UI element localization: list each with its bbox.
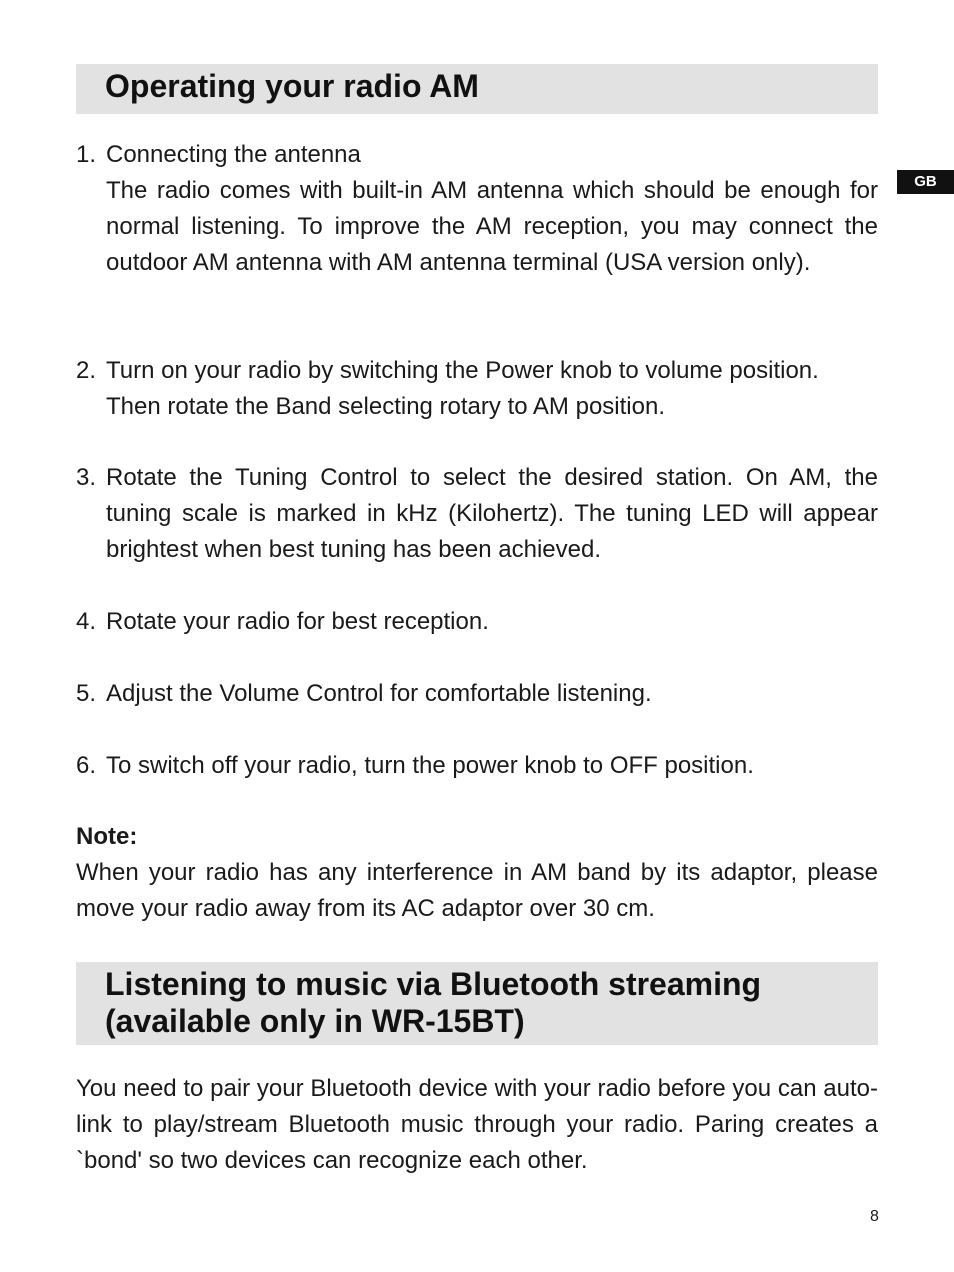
- list-item-text: To switch off your radio, turn the power knob to OFF position.: [106, 752, 754, 779]
- page-number: 8: [870, 1208, 879, 1225]
- list-item-6: [76, 748, 878, 784]
- list-item-text: The radio comes with built-in AM antenna which should be enough for normal listening. To improve the AM reception, you may connect the outdoor AM antenna with AM antenna terminal (USA version only).: [106, 177, 878, 276]
- list-item-1: [76, 137, 878, 281]
- list-item-text: Turn on your radio by switching the Power knob to volume position. Then rotate the Band selecting rotary to AM position.: [106, 357, 819, 420]
- section-title-line-2: (available only in WR-15BT): [105, 1003, 525, 1039]
- section-header-am: [76, 64, 878, 114]
- list-item-number: 4.: [76, 608, 97, 635]
- language-tab-gb: GB: [897, 170, 954, 194]
- list-item-text: Rotate your radio for best reception.: [106, 608, 489, 635]
- note-title: Note:: [76, 823, 138, 850]
- list-item-number: 2.: [76, 357, 97, 384]
- note-text: When your radio has any interference in AM band by its adaptor, please move your radio away from its AC adaptor over 30 cm.: [76, 859, 878, 922]
- list-item-5: [76, 676, 878, 712]
- list-item-4: [76, 604, 878, 640]
- list-item-text: Rotate the Tuning Control to select the desired station. On AM, the tuning scale is marked in kHz (Kilohertz). The tuning LED will appear brightest when best tuning has been achieved.: [106, 464, 878, 563]
- section-title-line-1: Listening to music via Bluetooth streaming: [105, 966, 762, 1002]
- list-item-number: 5.: [76, 680, 97, 707]
- list-item-2: [76, 353, 878, 425]
- section-header-bluetooth: [76, 962, 878, 1045]
- note-block: [76, 819, 878, 927]
- list-item-3: [76, 460, 878, 568]
- bluetooth-paragraph: You need to pair your Bluetooth device with your radio before you can auto-link to play/stream Bluetooth music through your radio. Paring creates a `bond' so two devices can recognize each other.: [76, 1075, 878, 1174]
- list-item-number: 6.: [76, 752, 97, 779]
- list-item-number: 3.: [76, 464, 97, 491]
- section-title-bluetooth: [105, 966, 878, 1040]
- list-item-heading: Connecting the antenna: [106, 141, 361, 168]
- list-item-number: 1.: [76, 141, 97, 168]
- list-item-text: Adjust the Volume Control for comfortable listening.: [106, 680, 652, 707]
- section-title-am: Operating your radio AM: [105, 68, 479, 104]
